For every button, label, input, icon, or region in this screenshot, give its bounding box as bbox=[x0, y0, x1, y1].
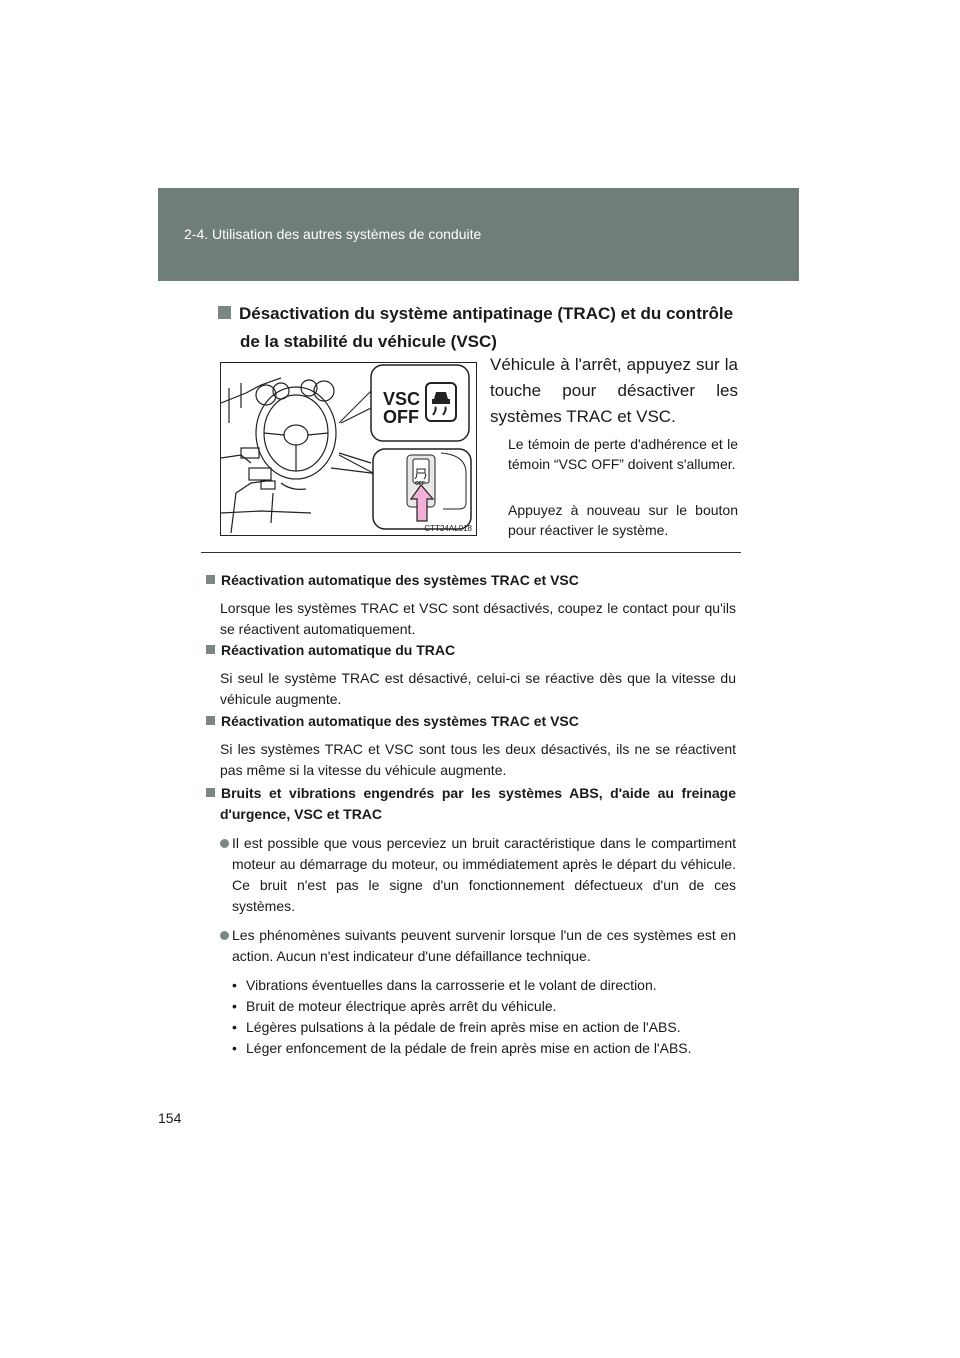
info-heading: Réactivation automatique du TRAC bbox=[221, 642, 456, 658]
section-title bbox=[218, 300, 740, 356]
square-bullet-icon bbox=[206, 645, 215, 654]
info-block bbox=[206, 711, 736, 781]
list-item bbox=[206, 925, 736, 967]
sub-list-item: • Léger enfoncement de la pédale de frein après mise en action de l'ABS. bbox=[232, 1040, 692, 1056]
info-block bbox=[206, 783, 736, 1059]
circle-bullet-icon bbox=[220, 839, 229, 848]
square-bullet-icon bbox=[218, 306, 231, 319]
square-bullet-icon bbox=[206, 716, 215, 725]
info-heading: Réactivation automatique des systèmes TRAC et VSC bbox=[221, 572, 579, 588]
section-title-line2: de la stabilité du véhicule (VSC) bbox=[240, 332, 497, 351]
page-number: 154 bbox=[158, 1110, 182, 1126]
sub-list-item: • Bruit de moteur électrique après arrêt du véhicule. bbox=[232, 998, 557, 1014]
square-bullet-icon bbox=[206, 575, 215, 584]
button-off-label: OFF bbox=[415, 481, 425, 487]
info-block bbox=[206, 640, 736, 710]
intro-text: Véhicule à l'arrêt, appuyez sur la touche pour désactiver les systèmes TRAC et VSC. bbox=[490, 355, 738, 426]
sub-list-item: • Légères pulsations à la pédale de frein après mise en action de l'ABS. bbox=[232, 1019, 681, 1035]
sub-list-item: • Vibrations éventuelles dans la carrosserie et le volant de direction. bbox=[232, 977, 657, 993]
off-label: OFF bbox=[383, 407, 419, 427]
steering-wheel-drawing bbox=[221, 363, 476, 535]
dashboard-illustration bbox=[220, 362, 477, 536]
chapter-header bbox=[158, 188, 799, 281]
info-text: Lorsque les systèmes TRAC et VSC sont désactivés, coupez le contact pour qu'ils se réactivent automatiquement. bbox=[220, 600, 736, 637]
info-text: Si les systèmes TRAC et VSC sont tous les deux désactivés, ils ne se réactivent pas même si la vitesse du véhicule augmente. bbox=[220, 741, 736, 778]
bullet-text: Il est possible que vous perceviez un bruit caractéristique dans le compartiment moteur au démarrage du moteur, ou immédiatement après le départ du véhicule. Ce bruit n'est pas le signe d'un fonctionnement défectueux d'un de ces systèmes. bbox=[232, 835, 736, 914]
info-block bbox=[206, 570, 736, 640]
circle-bullet-icon bbox=[220, 931, 229, 940]
bullet-text: Les phénomènes suivants peuvent survenir lorsque l'un de ces systèmes est en action. Aucun n'est indicateur d'une défaillance technique. bbox=[232, 927, 736, 964]
info-heading: Réactivation automatique des systèmes TRAC et VSC bbox=[221, 713, 579, 729]
info-heading: Bruits et vibrations engendrés par les systèmes ABS, d'aide au freinage d'urgence, VSC et TRAC bbox=[220, 785, 736, 822]
info-text: Si seul le système TRAC est désactivé, celui-ci se réactive dès que la vitesse du véhicule augmente. bbox=[220, 670, 736, 707]
list-item bbox=[206, 833, 736, 917]
square-bullet-icon bbox=[206, 788, 215, 797]
note-indicator: Le témoin de perte d'adhérence et le témoin “VSC OFF” doivent s'allumer. bbox=[508, 436, 738, 472]
vsc-label: VSC bbox=[383, 389, 421, 409]
note-reactivate: Appuyez à nouveau sur le bouton pour réactiver le système. bbox=[508, 502, 738, 538]
section-divider bbox=[201, 552, 741, 553]
figure-caption: CTT24AL018 bbox=[424, 524, 472, 533]
section-title-line1: Désactivation du système antipatinage (TRAC) et du contrôle bbox=[239, 304, 734, 323]
chapter-title: 2-4. Utilisation des autres systèmes de conduite bbox=[184, 226, 482, 242]
